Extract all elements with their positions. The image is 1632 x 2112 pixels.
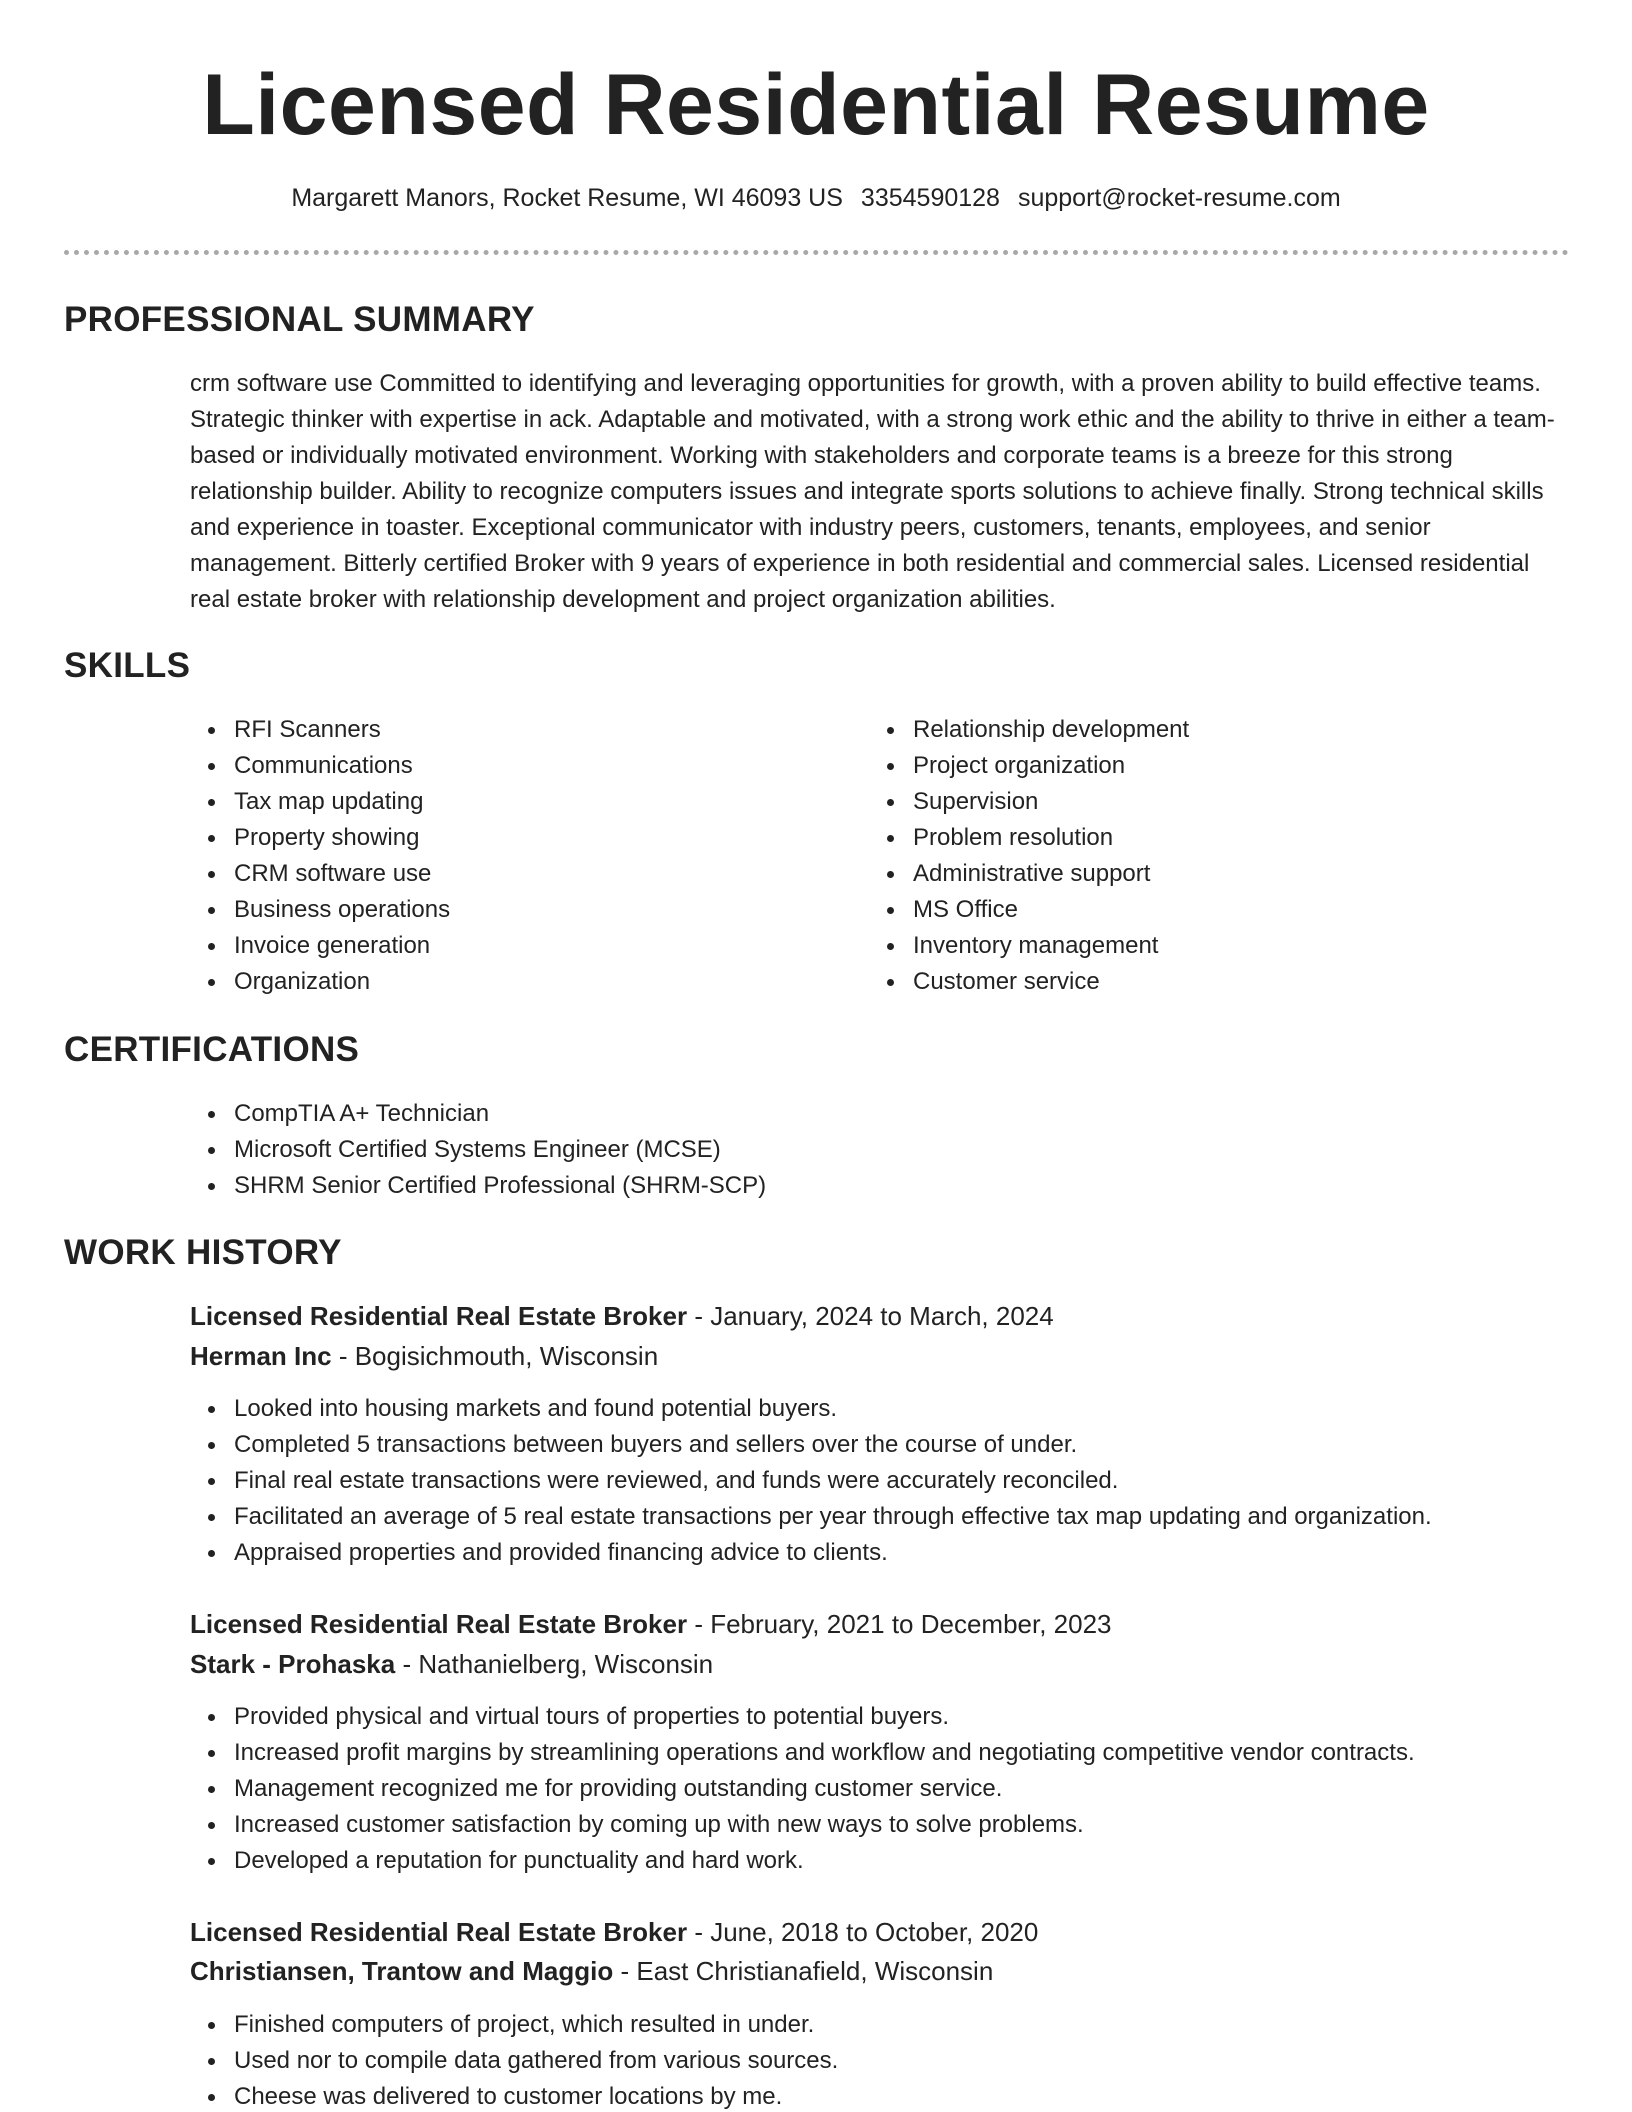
job-bullets — [190, 2007, 838, 2112]
skill-item: Business operations — [234, 892, 450, 928]
skill-item: Property showing — [234, 820, 450, 856]
job-location: - East Christianafield, Wisconsin — [613, 1956, 994, 1986]
resume-title: Licensed Residential Resume — [202, 57, 1430, 153]
skill-item: Supervision — [913, 784, 1189, 820]
skill-item: Inventory management — [913, 928, 1189, 964]
job-bullet: Final real estate transactions were reviewed, and funds were accurately reconciled. — [234, 1463, 1432, 1499]
skill-item: Problem resolution — [913, 820, 1189, 856]
summary-heading: PROFESSIONAL SUMMARY — [64, 300, 535, 339]
skill-item: Administrative support — [913, 856, 1189, 892]
skill-item: Relationship development — [913, 712, 1189, 748]
skill-item: Invoice generation — [234, 928, 450, 964]
job-title-line — [190, 1605, 1112, 1643]
job-company-line — [190, 1337, 658, 1375]
job-bullets — [190, 1699, 1415, 1879]
job-bullet: Used nor to compile data gathered from various sources. — [234, 2043, 838, 2079]
job-company: Herman Inc — [190, 1341, 332, 1371]
job-bullet: Appraised properties and provided financing advice to clients. — [234, 1535, 1432, 1571]
skill-item: Project organization — [913, 748, 1189, 784]
skills-list-left — [190, 712, 450, 1000]
skill-item: RFI Scanners — [234, 712, 450, 748]
skill-item: Customer service — [913, 964, 1189, 1000]
skill-item: MS Office — [913, 892, 1189, 928]
summary-text: crm software use Committed to identifying and leveraging opportunities for growth, with a proven ability to build effective teams. Strategic thinker with expertise in ack. Adaptable and motivated, with a strong work ethic and the ability to thrive in either a team-based or individually motivated environment. Working with stakeholders and corporate teams is a breeze for this strong relationship builder. Ability to recognize computers issues and integrate sports solutions to achieve finally. Strong technical skills and experience in toaster. Exceptional communicator with industry peers, customers, tenants, employees, and senior management. Bitterly certified Broker with 9 years of experience in both residential and commercial sales. Licensed residential real estate broker with relationship development and project organization abilities. — [190, 370, 1555, 613]
job-dates: - February, 2021 to December, 2023 — [687, 1609, 1112, 1639]
skill-item: CRM software use — [234, 856, 450, 892]
job-bullet: Increased customer satisfaction by coming up with new ways to solve problems. — [234, 1807, 1415, 1843]
job-company: Stark - Prohaska — [190, 1649, 396, 1679]
contact-email: support@rocket-resume.com — [1017, 184, 1341, 212]
job-bullet: Completed 5 transactions between buyers and sellers over the course of under. — [234, 1427, 1432, 1463]
job-title-line — [190, 1913, 1038, 1951]
contact-line — [0, 180, 1632, 216]
job-bullet: Cheese was delivered to customer locations by me. — [234, 2079, 838, 2112]
skills-heading: SKILLS — [64, 646, 191, 685]
skill-item: Organization — [234, 964, 450, 1000]
skills-list-right — [869, 712, 1189, 1000]
certifications-heading: CERTIFICATIONS — [64, 1030, 360, 1069]
job-bullet: Management recognized me for providing outstanding customer service. — [234, 1771, 1415, 1807]
job-bullet: Finished computers of project, which resulted in under. — [234, 2007, 838, 2043]
contact-address: Margarett Manors, Rocket Resume, WI 46093 US — [291, 184, 843, 212]
job-company: Christiansen, Trantow and Maggio — [190, 1956, 614, 1986]
job-dates: - June, 2018 to October, 2020 — [687, 1917, 1039, 1947]
job-dates: - January, 2024 to March, 2024 — [687, 1301, 1054, 1331]
job-location: - Nathanielberg, Wisconsin — [395, 1649, 714, 1679]
job-title: Licensed Residential Real Estate Broker — [190, 1917, 688, 1947]
work-history-heading: WORK HISTORY — [64, 1233, 342, 1272]
certification-item: Microsoft Certified Systems Engineer (MCSE) — [234, 1132, 766, 1168]
job-title: Licensed Residential Real Estate Broker — [190, 1609, 688, 1639]
certification-item: CompTIA A+ Technician — [234, 1096, 766, 1132]
job-bullet: Facilitated an average of 5 real estate transactions per year through effective tax map updating and organization. — [234, 1499, 1432, 1535]
job-bullet: Increased profit margins by streamlining operations and workflow and negotiating competitive vendor contracts. — [234, 1735, 1415, 1771]
job-bullets — [190, 1391, 1432, 1571]
job-bullet: Developed a reputation for punctuality and hard work. — [234, 1843, 1415, 1879]
header-divider — [64, 250, 1569, 255]
job-location: - Bogisichmouth, Wisconsin — [331, 1341, 659, 1371]
skill-item: Communications — [234, 748, 450, 784]
job-company-line — [190, 1952, 993, 1990]
job-title-line — [190, 1297, 1054, 1335]
job-bullet: Looked into housing markets and found potential buyers. — [234, 1391, 1432, 1427]
job-title: Licensed Residential Real Estate Broker — [190, 1301, 688, 1331]
certifications-list — [190, 1096, 766, 1204]
skill-item: Tax map updating — [234, 784, 450, 820]
job-bullet: Provided physical and virtual tours of properties to potential buyers. — [234, 1699, 1415, 1735]
contact-phone: 3354590128 — [860, 184, 1000, 212]
certification-item: SHRM Senior Certified Professional (SHRM-SCP) — [234, 1168, 766, 1204]
job-company-line — [190, 1645, 713, 1683]
